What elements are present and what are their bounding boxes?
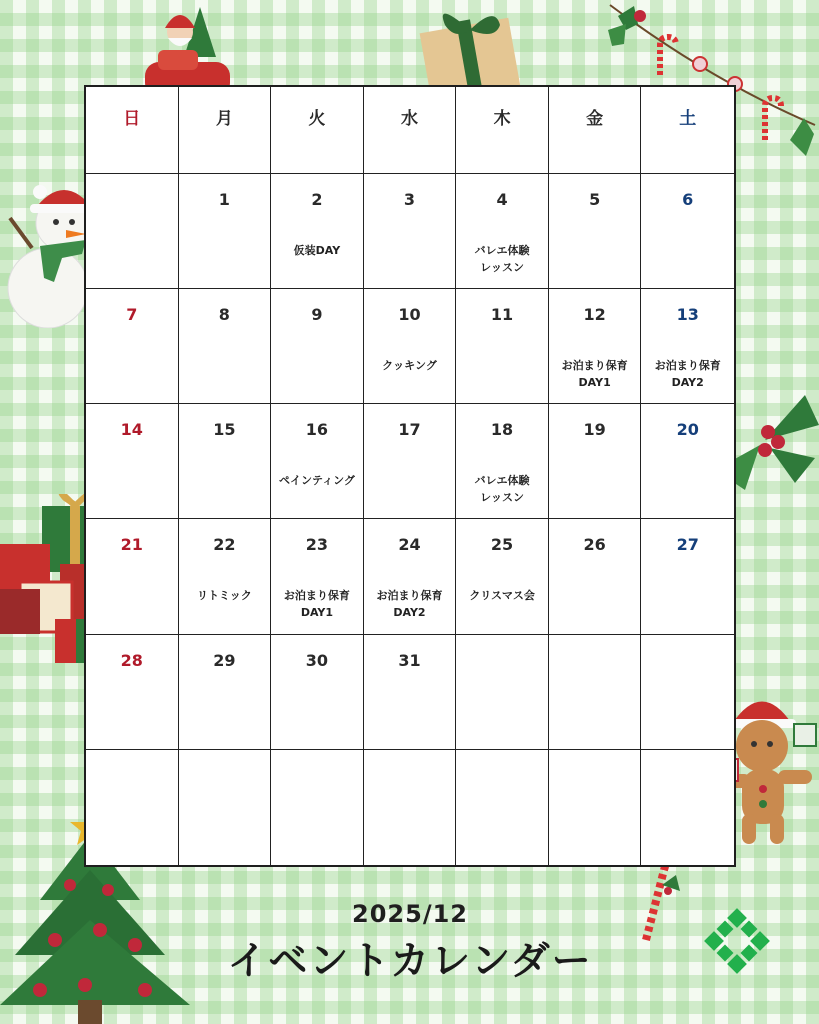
day-cell <box>641 750 734 865</box>
day-cell <box>364 635 457 750</box>
event-label: バレエ体験 レッスン <box>474 474 530 505</box>
day-cell <box>641 289 734 404</box>
year-month-label: 2025/12 <box>352 900 468 928</box>
day-cell <box>86 635 179 750</box>
day-cell <box>86 519 179 634</box>
day-cell <box>549 174 642 289</box>
day-number: 12 <box>583 305 606 325</box>
day-number: 14 <box>120 420 143 440</box>
day-number: 21 <box>120 535 143 555</box>
day-number: 30 <box>305 650 329 670</box>
event-label: リトミック <box>196 589 252 603</box>
event-label: お泊まり保育 DAY2 <box>376 589 443 620</box>
day-cell <box>549 519 642 634</box>
weekday-header-mon: 月 <box>179 87 272 174</box>
day-number: 27 <box>676 535 699 555</box>
day-cell <box>86 174 179 289</box>
day-number: 23 <box>305 535 329 555</box>
day-number: 10 <box>398 305 421 325</box>
day-cell <box>456 404 549 519</box>
day-number: 2 <box>311 190 323 209</box>
day-number: 15 <box>213 420 236 440</box>
day-cell <box>271 289 364 404</box>
day-cell <box>271 174 364 289</box>
day-cell <box>641 404 734 519</box>
day-number: 11 <box>490 305 514 325</box>
day-cell <box>179 519 272 634</box>
event-label: クッキング <box>382 359 437 373</box>
day-number: 25 <box>490 535 514 555</box>
day-cell <box>271 635 364 750</box>
footer-title-block <box>200 900 620 986</box>
weekday-header-tue: 火 <box>271 87 364 174</box>
day-cell <box>456 174 549 289</box>
day-cell <box>86 289 179 404</box>
clover-logo-icon <box>703 907 771 975</box>
day-number: 19 <box>583 420 606 440</box>
day-cell <box>364 174 457 289</box>
day-cell <box>86 404 179 519</box>
day-number: 18 <box>490 420 514 440</box>
day-number: 28 <box>120 650 143 670</box>
day-number: 22 <box>213 535 236 555</box>
day-number: 17 <box>398 420 421 440</box>
event-label: クリスマス会 <box>469 589 535 603</box>
event-label: お泊まり保育 DAY1 <box>561 359 628 390</box>
page-title: イベントカレンダー <box>227 939 593 984</box>
weekday-header-fri: 金 <box>549 87 642 174</box>
day-cell <box>641 635 734 750</box>
day-cell <box>456 289 549 404</box>
day-cell <box>549 289 642 404</box>
day-cell <box>271 750 364 865</box>
day-number: 6 <box>682 190 694 209</box>
day-cell <box>456 750 549 865</box>
day-cell <box>456 635 549 750</box>
day-cell <box>271 519 364 634</box>
day-number: 7 <box>126 305 138 325</box>
day-cell <box>364 750 457 865</box>
day-number: 1 <box>218 190 230 209</box>
day-cell <box>179 289 272 404</box>
day-number: 9 <box>311 305 323 325</box>
day-cell <box>549 404 642 519</box>
day-cell <box>641 174 734 289</box>
day-cell <box>641 519 734 634</box>
day-number: 31 <box>398 650 421 670</box>
event-label: 仮装DAY <box>293 244 341 257</box>
weekday-header-sat: 土 <box>641 87 734 174</box>
day-cell <box>179 174 272 289</box>
day-number: 29 <box>213 650 236 670</box>
day-cell <box>364 519 457 634</box>
day-number: 26 <box>583 535 606 555</box>
day-number: 5 <box>589 190 601 209</box>
day-cell <box>179 404 272 519</box>
weekday-header-thu: 木 <box>456 87 549 174</box>
weekday-header-sun: 日 <box>86 87 179 174</box>
day-cell <box>549 750 642 865</box>
day-cell <box>456 519 549 634</box>
event-label: バレエ体験 レッスン <box>474 244 530 274</box>
day-number: 4 <box>496 190 508 209</box>
day-cell <box>86 750 179 865</box>
day-number: 16 <box>305 420 329 440</box>
day-number: 3 <box>403 190 416 209</box>
calendar-grid <box>84 85 736 867</box>
day-cell <box>364 289 457 404</box>
event-label: お泊まり保育 DAY2 <box>654 359 721 390</box>
weekday-header-wed: 水 <box>364 87 457 174</box>
day-number: 20 <box>676 420 699 440</box>
day-number: 13 <box>676 305 699 325</box>
event-label: ペインティング <box>278 474 355 488</box>
day-cell <box>271 404 364 519</box>
event-label: お泊まり保育 DAY1 <box>283 589 350 620</box>
day-cell <box>179 635 272 750</box>
day-number: 24 <box>398 535 421 555</box>
day-number: 8 <box>218 305 230 325</box>
day-cell <box>364 404 457 519</box>
day-cell <box>549 635 642 750</box>
day-cell <box>179 750 272 865</box>
